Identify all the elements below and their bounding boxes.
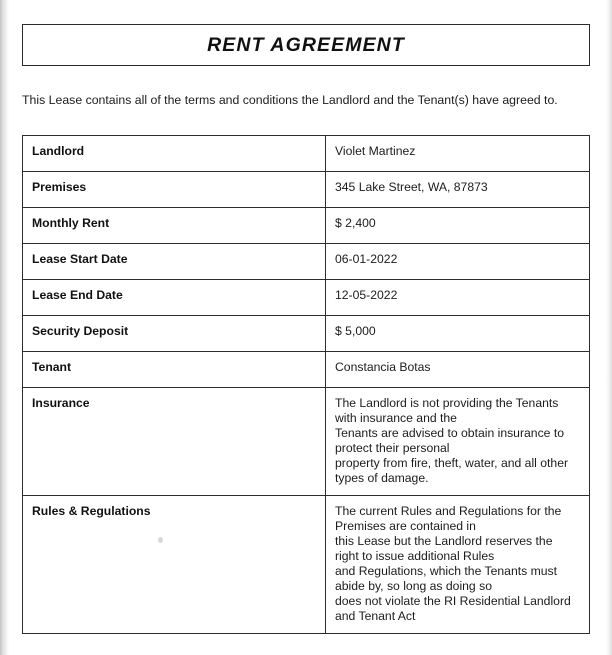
row-label-security-deposit: Security Deposit: [23, 316, 326, 352]
row-label-lease-start-date: Lease Start Date: [23, 244, 326, 280]
value-line: and Tenant Act: [335, 609, 416, 623]
value-line: Tenants are advised to obtain insurance to: [335, 426, 565, 440]
row-value-monthly-rent: $ 2,400: [326, 208, 590, 244]
row-label-landlord: Landlord: [23, 136, 326, 172]
value-line: The Landlord is not providing the Tenants: [335, 396, 559, 410]
row-label-monthly-rent: Monthly Rent: [23, 208, 326, 244]
value-line: property from fire, theft, water, and all other: [335, 456, 569, 470]
table-row: [23, 352, 590, 388]
scan-smudge: [158, 537, 163, 543]
table-row: [23, 280, 590, 316]
row-value-lease-start-date: 06-01-2022: [326, 244, 590, 280]
row-value-rules-regulations: [326, 496, 590, 634]
value-line: abide by, so long as doing so: [335, 579, 492, 593]
table-row: [23, 316, 590, 352]
value-line: and Regulations, which the Tenants must: [335, 564, 557, 578]
row-value-tenant: Constancia Botas: [326, 352, 590, 388]
table-row: [23, 172, 590, 208]
row-value-landlord: Violet Martinez: [326, 136, 590, 172]
row-label-rules-regulations: Rules & Regulations: [23, 496, 326, 634]
table-row: [23, 136, 590, 172]
title-box: [22, 24, 590, 66]
page-title: RENT AGREEMENT: [207, 33, 405, 56]
row-label-insurance: Insurance: [23, 388, 326, 496]
agreement-table: [22, 135, 590, 634]
value-line: The current Rules and Regulations for the: [335, 504, 562, 518]
value-line: does not violate the RI Residential Landlord: [335, 594, 571, 608]
table-row: [23, 496, 590, 634]
value-line: with insurance and the: [335, 411, 457, 425]
value-line: Premises are contained in: [335, 519, 476, 533]
table-row: [23, 208, 590, 244]
row-label-premises: Premises: [23, 172, 326, 208]
scan-edge-right: [606, 0, 612, 655]
table-row: [23, 244, 590, 280]
value-line: types of damage.: [335, 471, 429, 485]
scan-edge-left: [0, 0, 9, 655]
value-line: right to issue additional Rules: [335, 549, 495, 563]
row-value-insurance: [326, 388, 590, 496]
value-line: this Lease but the Landlord reserves the: [335, 534, 553, 548]
table-row: [23, 388, 590, 496]
intro-paragraph: This Lease contains all of the terms and conditions the Landlord and the Tenant(s) have agreed to.: [22, 93, 558, 107]
value-line: protect their personal: [335, 441, 450, 455]
row-label-lease-end-date: Lease End Date: [23, 280, 326, 316]
row-label-tenant: Tenant: [23, 352, 326, 388]
row-value-lease-end-date: 12-05-2022: [326, 280, 590, 316]
row-value-premises: 345 Lake Street, WA, 87873: [326, 172, 590, 208]
row-value-security-deposit: $ 5,000: [326, 316, 590, 352]
